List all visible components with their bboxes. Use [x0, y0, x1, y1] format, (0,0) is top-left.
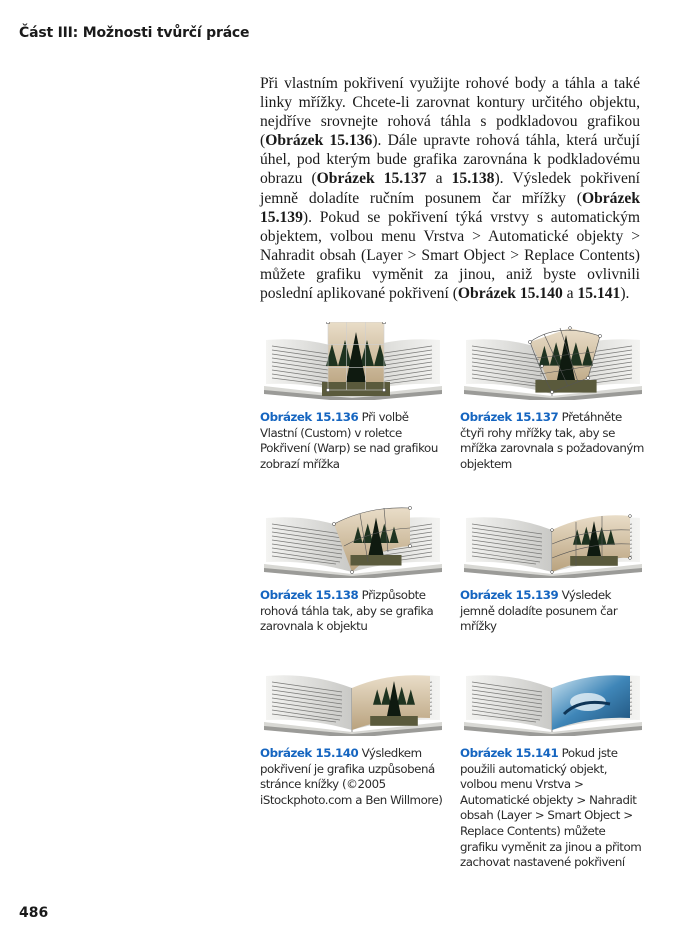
- figure-15-137-image: [460, 322, 646, 400]
- figure-caption: [460, 588, 644, 635]
- text-run: Při vlastním pokřivení využijte rohové body a táhla a také linky mřížky. Chcete-li zarovnat kontury určitého objektu, nejdříve srovnejte rohová táhla s podkladovou grafikou (: [260, 75, 640, 150]
- figure-15-140-image: [260, 658, 446, 736]
- figure-caption: [260, 588, 444, 635]
- text-run: a: [562, 285, 578, 303]
- body-paragraph: [260, 74, 640, 303]
- figure-15-136: [260, 322, 446, 472]
- figure-reference: Obrázek 15.140: [457, 285, 563, 303]
- figure-caption-text: Přetáhněte čtyři rohy mřížky tak, aby se mřížka zarovnala s požadovaným objektem: [460, 410, 644, 471]
- figure-15-140: [260, 658, 446, 808]
- figure-15-136-image: [260, 322, 446, 400]
- figure-caption-text: Výsledkem pokřivení je grafika uzpůsobená stránce knížky (©2005 iStockphoto.com a Ben Willmore): [260, 746, 443, 807]
- page-number: 486: [19, 905, 49, 921]
- figure-caption-text: Přizpůsobte rohová táhla tak, aby se grafika zarovnala k objektu: [260, 588, 434, 634]
- figure-number: Obrázek 15.138: [260, 588, 359, 602]
- text-run: ). Výsledek pokřivení jemně doladíte ručním posunem čar mřížky (: [260, 170, 641, 207]
- figure-number: Obrázek 15.139: [460, 588, 559, 602]
- figure-caption-text: Pokud jste použili automatický objekt, volbou menu Vrstva > Automatické objekty > Nahradit obsah (Layer > Smart Object > Replace Contents) můžete grafiku vyměnit za jinou a přitom zachovat nastavené pokřivení: [460, 746, 642, 870]
- figure-caption: [460, 410, 644, 472]
- text-run: ). Dále upravte rohová táhla, která určují úhel, pod kterým bude grafika zarovnána k podkladovému obrazu (: [260, 132, 640, 188]
- figure-caption-text: Při volbě Vlastní (Custom) v roletce Pokřivení (Warp) se nad grafikou zobrazí mřížka: [260, 410, 438, 471]
- figure-caption: [260, 746, 444, 808]
- figure-15-138: [260, 500, 446, 635]
- figure-15-138-image: [260, 500, 446, 578]
- figure-15-137: [460, 322, 646, 472]
- figure-number: Obrázek 15.137: [460, 410, 559, 424]
- figure-15-141: [460, 658, 646, 871]
- figure-caption-text: Výsledek jemně doladíte posunem čar mřížky: [460, 588, 618, 634]
- figure-reference: 15.138: [451, 170, 495, 188]
- figure-caption: [460, 746, 644, 871]
- figure-reference: Obrázek 15.139: [260, 189, 640, 226]
- figure-number: Obrázek 15.140: [260, 746, 359, 760]
- chapter-title: Část III: Možnosti tvůrčí práce: [19, 25, 250, 41]
- figure-15-139: [460, 500, 646, 635]
- text-run: ). Pokud se pokřivení týká vrstvy s automatickým objektem, volbou menu Vrstva > Automatické objekty > Nahradit obsah (Layer > Smart Object > Replace Contents) můžete grafiku vyměnit za jinou, aniž byste ovlivnili poslední aplikované pokřivení (: [260, 208, 640, 303]
- text-run: ).: [620, 285, 630, 303]
- figure-number: Obrázek 15.136: [260, 410, 359, 424]
- figure-reference: Obrázek 15.136: [265, 132, 373, 150]
- figure-reference: 15.141: [577, 285, 621, 303]
- figure-reference: Obrázek 15.137: [316, 170, 427, 188]
- figure-caption: [260, 410, 444, 472]
- figure-number: Obrázek 15.141: [460, 746, 559, 760]
- figure-15-139-image: [460, 500, 646, 578]
- text-run: a: [426, 170, 452, 188]
- figure-15-141-image: [460, 658, 646, 736]
